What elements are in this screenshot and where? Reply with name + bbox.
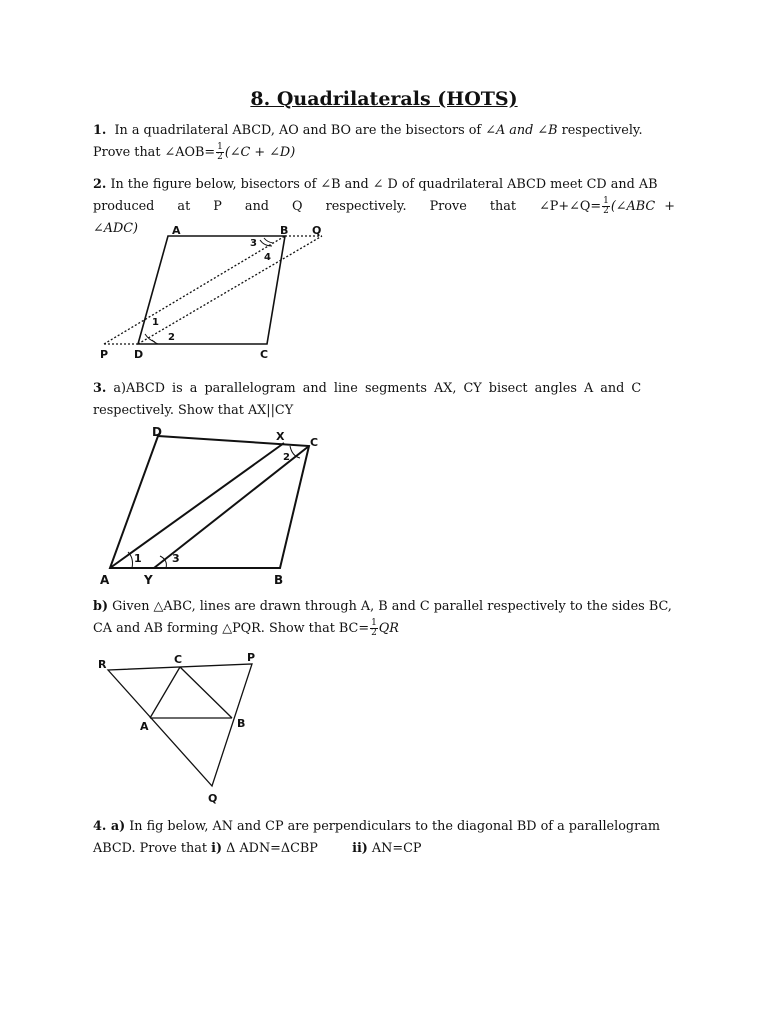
figure-parallelogram-abcd <box>94 424 324 589</box>
label-x: X <box>276 430 285 443</box>
label-c: C <box>260 348 269 361</box>
page-title: 8. Quadrilaterals (HOTS) <box>250 88 518 110</box>
question-number: 2. <box>93 177 107 192</box>
question-number: b) <box>93 599 109 614</box>
question-text: In a quadrilateral ABCD, AO and BO are the bisectors of ∠ <box>114 123 496 138</box>
fraction: $\frac{1}{2}$ <box>371 618 377 638</box>
label-p: P <box>100 348 109 361</box>
label-p: P <box>247 651 256 664</box>
fraction: $\frac{1}{2}$ <box>217 142 223 162</box>
figure-triangle-pqr <box>96 650 276 810</box>
label-q: Q <box>312 224 322 237</box>
question-number: 3. <box>93 381 107 396</box>
label-2: 2 <box>283 452 290 463</box>
label-c: C <box>174 653 183 666</box>
label-4: 4 <box>264 252 271 263</box>
question-number: 1. <box>93 123 107 138</box>
label-3: 3 <box>250 238 257 249</box>
label-1: 1 <box>152 317 159 328</box>
question-1: 1. In a quadrilateral ABCD, AO and BO are the bisectors of ∠A and ∠B respectively. Prove that ∠AOB= $\frac{1}{2}$ (∠C + ∠D) <box>93 123 643 162</box>
label-c: C <box>310 436 319 449</box>
label-b: B <box>274 573 284 587</box>
label-a: A <box>140 720 149 733</box>
label-y: Y <box>144 573 153 587</box>
label-d: D <box>134 348 144 361</box>
question-3b: b) Given △ABC, lines are drawn through A, B and C parallel respectively to the sides BC, CA and AB forming △PQR. Show that BC= $\frac{1}{2}$ QR <box>93 599 672 638</box>
question-4: 4. a) In fig below, AN and CP are perpendiculars to the diagonal BD of a parallelogram ABCD. Prove that i) Δ ADN=ΔCBP ii) AN=CP <box>93 819 660 856</box>
fraction: $\frac{1}{2}$ <box>603 196 609 216</box>
label-q: Q <box>208 792 218 805</box>
figure-quadrilateral-abcd <box>90 222 340 367</box>
question-2: 2. In the figure below, bisectors of ∠B and ∠ D of quadrilateral ABCD meet CD and AB produced at P and Q respectively. Prove that ∠P+∠Q= $\frac{1}{2}$ (∠ABC + ∠ADC) <box>93 177 675 236</box>
label-2: 2 <box>168 332 175 343</box>
question-number: 4. <box>93 819 107 834</box>
label-d: D <box>152 425 162 439</box>
label-a: A <box>172 224 181 237</box>
label-b: B <box>237 717 246 730</box>
question-3: 3. a)ABCD is a parallelogram and line segments AX, CY bisect angles A and C respectively. Show that AX||CY <box>93 381 642 418</box>
label-b: B <box>280 224 289 237</box>
label-3: 3 <box>172 552 180 565</box>
label-1: 1 <box>134 552 142 565</box>
label-a: A <box>100 573 110 587</box>
label-r: R <box>98 658 107 671</box>
